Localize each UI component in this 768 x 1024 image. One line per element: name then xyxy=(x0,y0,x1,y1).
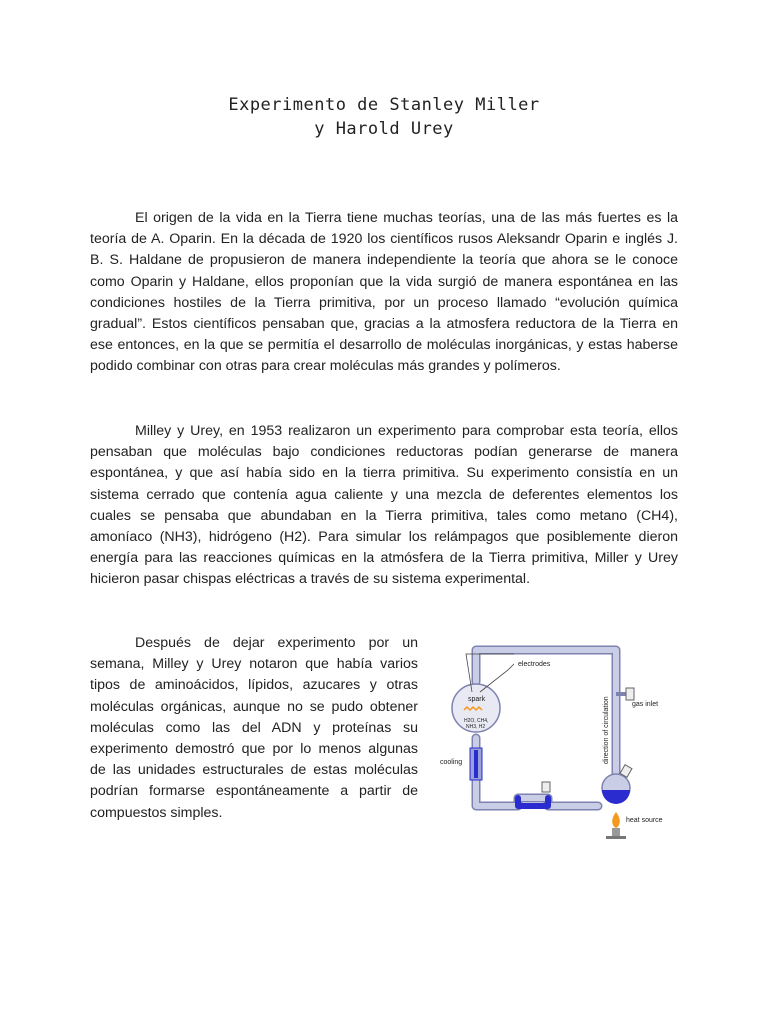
gases-label: H2O, CH4, xyxy=(464,718,489,724)
sampling-valve-icon xyxy=(542,782,550,792)
gas-inlet-label: gas inlet xyxy=(632,701,659,708)
gas-inlet-valve-icon xyxy=(616,688,658,708)
gases-label-2: NH3, H2 xyxy=(466,724,486,730)
cooling-condenser xyxy=(440,748,482,780)
document-title xyxy=(0,93,768,141)
title-line-2: y Harold Urey xyxy=(314,119,454,139)
flame-icon xyxy=(606,812,663,839)
spark-label: spark xyxy=(468,696,486,703)
paragraph-experiment: Milley y Urey, en 1953 realizaron un experimento para comprobar esta teoría, ellos pensaban que moléculas bajo condiciones reductoras podían generarse de manera espontánea, y que así había sido en la tierra primitiva. Su experimento consistía en un sistema cerrado que contenía agua caliente y una mezcla de deferentes elementos los cuales se pensaba que abundaban en la Tierra primitiva, tales como metano (CH4), amoníaco (NH3), hidrógeno (H2). Para simular los relámpagos que posiblemente dieron energía para las reacciones químicas en la atmósfera de la Tierra primitiva, Miller y Urey hicieron pasar chispas eléctricas a través de su sistema experimental. xyxy=(90,423,678,588)
miller-urey-apparatus-diagram xyxy=(436,636,672,844)
paragraph-oparin-theory: El origen de la vida en la Tierra tiene muchas teorías, una de las más fuertes es la teoría de A. Oparin. En la década de 1920 los científicos rusos Aleksandr Oparin e inglés J. B. S. Haldane de propusieron de manera independiente la teoría que ahora se le conoce como Oparin y Haldane, ellos proponían que la vida surgió de manera espontánea en las condiciones hostiles de la Tierra primitiva, por un proceso llamado “evolución química gradual”. Estos científicos pensaban que, gracias a la atmosfera reductora de la Tierra en ese entonces, en la que se permitía el desarrollo de moléculas inorgánicas, y estas haberse podido combinar con otras para crear moléculas más grandes y polímeros. xyxy=(90,210,678,375)
heat-source-label: heat source xyxy=(626,817,663,824)
cooling-label: cooling xyxy=(440,759,463,766)
title-line-1: Experimento de Stanley Miller xyxy=(228,95,540,115)
spark-chamber xyxy=(452,684,500,732)
paragraph-results: Después de dejar experimento por un semana, Milley y Urey notaron que había varios tipos de aminoácidos, lípidos, azucares y otras moléculas orgánicas, aunque no se pudo obtener moléculas como las del ADN y proteínas su experimento demostró que por lo menos algunas de las unidades estructurales de estas moléculas podrían formarse espontáneamente a partir de compuestos simples. xyxy=(90,635,418,821)
direction-label: direction of circulation xyxy=(603,696,610,764)
electrodes-label: electrodes xyxy=(518,661,551,668)
